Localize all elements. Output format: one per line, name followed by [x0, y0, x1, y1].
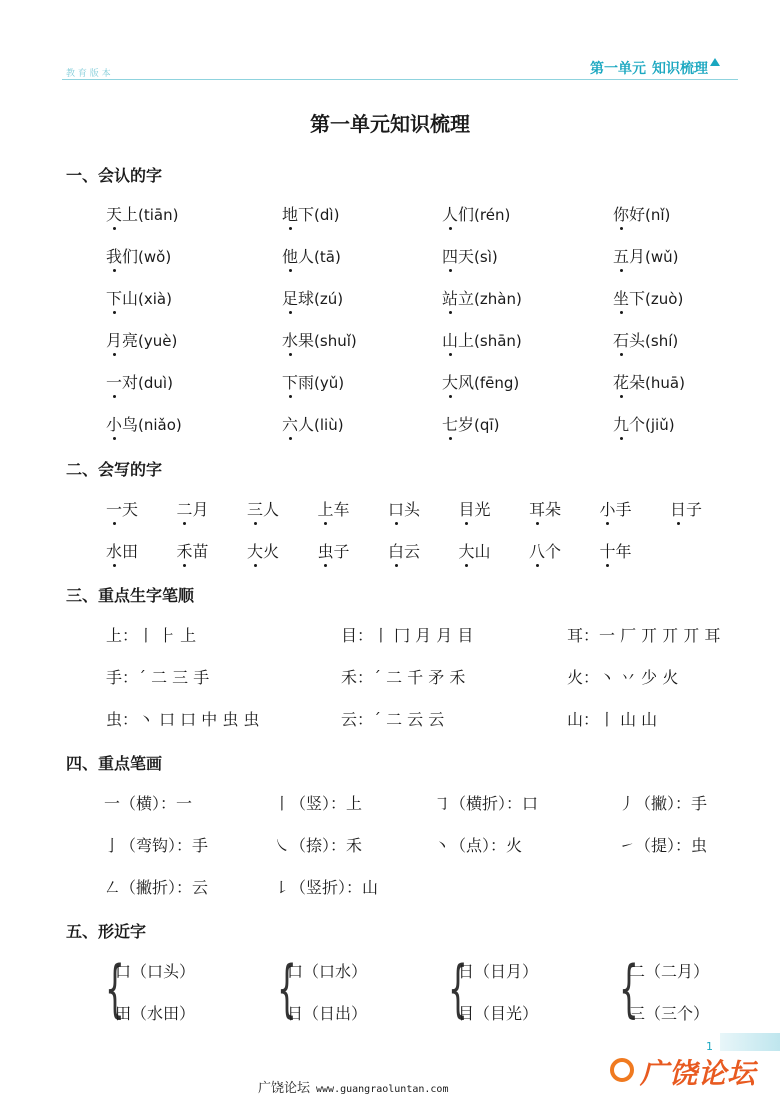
write-char: 人: [263, 500, 280, 519]
recognize-char-key: 地: [282, 202, 298, 225]
page-title: 第一单元知识梳理: [310, 112, 470, 136]
write-char: 朵: [545, 500, 562, 519]
page-band: [720, 1033, 780, 1051]
write-char: 子: [686, 500, 703, 519]
recognize-char: 上: [122, 205, 139, 224]
section-title-key-strokes: 四、重点笔画: [66, 754, 163, 773]
recognize-char: 岁: [458, 415, 475, 434]
write-char-key: 大: [247, 539, 263, 562]
write-char-key: 三: [247, 497, 263, 520]
recognize-item: [106, 328, 177, 351]
key-stroke-item: ㇆（横折）：口: [434, 794, 539, 813]
recognize-item: [106, 412, 182, 435]
recognize-char-key: 一: [106, 370, 122, 393]
write-char: 火: [263, 542, 280, 561]
recognize-item: [613, 370, 685, 393]
recognize-char: 月: [629, 247, 646, 266]
recognize-item: [106, 370, 173, 393]
similar-item: 田（水田）: [115, 1004, 196, 1023]
recognize-char-key: 坐: [613, 286, 629, 309]
recognize-item: [613, 328, 678, 351]
similar-item: 二（二月）: [629, 962, 710, 981]
write-char-key: 上: [318, 497, 334, 520]
cap-icon: [710, 58, 720, 66]
write-char: 云: [404, 542, 421, 561]
write-char: 苗: [192, 542, 209, 561]
write-char: 手: [615, 500, 632, 519]
recognize-item: [282, 412, 344, 435]
recognize-item: [282, 328, 357, 351]
write-item: [600, 497, 632, 520]
recognize-char: 头: [629, 331, 646, 350]
write-item: [600, 539, 632, 562]
key-stroke-item: 丿（撇）：手: [619, 794, 708, 813]
recognize-char-key: 四: [442, 244, 458, 267]
brace-icon: {: [277, 952, 297, 1025]
recognize-char-key: 山: [442, 328, 458, 351]
recognize-char: 下: [629, 289, 646, 308]
write-char: 田: [122, 542, 139, 561]
recognize-char-key: 大: [442, 370, 458, 393]
key-stroke-item: 丶（点）：火: [434, 836, 523, 855]
recognize-pinyin: (yuè): [138, 332, 178, 350]
recognize-item: [613, 202, 670, 225]
recognize-char-key: 七: [442, 412, 458, 435]
recognize-char-key: 五: [613, 244, 629, 267]
recognize-char-key: 石: [613, 328, 629, 351]
stroke-order-item: 云：ˊ 二 云 云: [341, 710, 445, 729]
recognize-item: [282, 244, 341, 267]
recognize-char-key: 月: [106, 328, 122, 351]
recognize-pinyin: (rén): [474, 206, 511, 224]
similar-item: 三（三个）: [629, 1004, 710, 1023]
recognize-pinyin: (zhàn): [474, 290, 522, 308]
recognize-char-key: 足: [282, 286, 298, 309]
recognize-item: [442, 370, 519, 393]
write-char: 山: [474, 542, 491, 561]
recognize-pinyin: (dì): [314, 206, 340, 224]
header-left-text: 教 育 版 本: [66, 69, 111, 79]
write-char-key: 一: [106, 497, 122, 520]
write-char: 车: [333, 500, 350, 519]
write-item: [106, 539, 138, 562]
recognize-item: [282, 286, 343, 309]
key-stroke-item: 丨（竖）：上: [274, 794, 363, 813]
recognize-pinyin: (liù): [314, 416, 344, 434]
similar-item: 目（目光）: [458, 1004, 539, 1023]
recognize-pinyin: (zuò): [645, 290, 684, 308]
write-item: [318, 497, 350, 520]
header-sub: 知识梳理: [652, 61, 708, 77]
write-char: 天: [122, 500, 139, 519]
recognize-char-key: 小: [106, 412, 122, 435]
recognize-pinyin: (duì): [138, 374, 173, 392]
recognize-item: [282, 370, 344, 393]
stroke-order-item: 手：ˊ 二 三 手: [106, 668, 210, 687]
recognize-char: 雨: [298, 373, 315, 392]
key-stroke-item: ㇀（提）：虫: [619, 836, 708, 855]
recognize-char: 人: [298, 247, 315, 266]
footer: [258, 1077, 448, 1096]
recognize-char: 朵: [629, 373, 646, 392]
section-title-recognize: 一、会认的字: [66, 166, 163, 185]
write-char-key: 小: [600, 497, 616, 520]
write-char-key: 目: [459, 497, 475, 520]
similar-item: 口（口头）: [115, 962, 196, 981]
write-char-key: 日: [670, 497, 686, 520]
key-stroke-item: ㇜（撇折）：云: [104, 878, 209, 897]
write-char-key: 八: [529, 539, 545, 562]
recognize-pinyin: (shuǐ): [314, 332, 357, 350]
write-char: 年: [615, 542, 632, 561]
write-item: [529, 497, 561, 520]
stroke-order-item: 虫：丶 口 口 中 虫 虫: [106, 710, 260, 729]
recognize-pinyin: (yǔ): [314, 374, 345, 392]
write-char: 头: [404, 500, 421, 519]
write-char-key: 二: [177, 497, 193, 520]
recognize-char-key: 下: [106, 286, 122, 309]
recognize-item: [613, 286, 683, 309]
recognize-pinyin: (niǎo): [138, 416, 182, 434]
recognize-char-key: 你: [613, 202, 629, 225]
write-char-key: 水: [106, 539, 122, 562]
header-unit: 第一单元: [590, 61, 646, 77]
recognize-char-key: 九: [613, 412, 629, 435]
recognize-pinyin: (sì): [474, 248, 498, 266]
write-char-key: 白: [388, 539, 404, 562]
recognize-char-key: 下: [282, 370, 298, 393]
recognize-pinyin: (qī): [474, 416, 500, 434]
recognize-item: [106, 286, 172, 309]
recognize-char-key: 他: [282, 244, 298, 267]
recognize-char: 球: [298, 289, 315, 308]
recognize-pinyin: (shí): [645, 332, 679, 350]
section-title-write: 二、会写的字: [66, 460, 163, 479]
recognize-item: [613, 412, 675, 435]
page-number: 1: [706, 1040, 713, 1053]
recognize-item: [442, 202, 510, 225]
footer-site: 广饶论坛: [258, 1081, 311, 1096]
write-item: [529, 539, 561, 562]
brace-icon: {: [448, 952, 468, 1025]
section-title-similar: 五、形近字: [66, 922, 147, 941]
recognize-pinyin: (shān): [474, 332, 522, 350]
recognize-pinyin: (huā): [645, 374, 685, 392]
recognize-char-key: 花: [613, 370, 629, 393]
recognize-pinyin: (zú): [314, 290, 344, 308]
recognize-pinyin: (wǒ): [138, 248, 172, 266]
recognize-pinyin: (jiǔ): [645, 416, 675, 434]
stroke-order-item: 目：丨 冂 月 月 目: [341, 626, 474, 645]
recognize-char-key: 站: [442, 286, 458, 309]
write-char: 个: [545, 542, 562, 561]
write-item: [670, 497, 702, 520]
write-char-key: 大: [459, 539, 475, 562]
logo-ring-icon: [610, 1058, 634, 1082]
write-item: [388, 497, 420, 520]
write-char: 子: [333, 542, 350, 561]
write-item: [106, 497, 138, 520]
recognize-char: 个: [629, 415, 646, 434]
recognize-char-key: 人: [442, 202, 458, 225]
recognize-char-key: 水: [282, 328, 298, 351]
write-char-key: 十: [600, 539, 616, 562]
brace-icon: {: [105, 952, 125, 1025]
recognize-item: [613, 244, 679, 267]
recognize-pinyin: (tā): [314, 248, 341, 266]
key-stroke-item: 亅（弯钩）：手: [104, 836, 209, 855]
recognize-char: 们: [458, 205, 475, 224]
recognize-char: 下: [298, 205, 315, 224]
recognize-char: 果: [298, 331, 315, 350]
stroke-order-item: 山：丨 山 山: [567, 710, 658, 729]
recognize-pinyin: (xià): [138, 290, 172, 308]
recognize-pinyin: (tiān): [138, 206, 179, 224]
recognize-char: 天: [458, 247, 475, 266]
recognize-item: [442, 328, 522, 351]
logo-text: 广饶论坛: [640, 1057, 757, 1090]
section-title-stroke-order: 三、重点生字笔顺: [66, 586, 195, 605]
stroke-order-item: 耳：一 厂 丌 丌 丌 耳: [567, 626, 721, 645]
write-char-key: 虫: [318, 539, 334, 562]
recognize-char: 风: [458, 373, 475, 392]
recognize-char-key: 我: [106, 244, 122, 267]
header-rule: [62, 79, 738, 80]
recognize-item: [282, 202, 339, 225]
recognize-char: 鸟: [122, 415, 139, 434]
recognize-item: [442, 244, 498, 267]
header-unit-label: [590, 58, 720, 78]
recognize-item: [442, 412, 499, 435]
recognize-pinyin: (wǔ): [645, 248, 679, 266]
write-item: [459, 539, 491, 562]
recognize-char: 立: [458, 289, 475, 308]
stroke-order-item: 火：丶 丷 少 火: [567, 668, 679, 687]
write-item: [247, 497, 279, 520]
key-stroke-item: 一（横）：一: [104, 794, 193, 813]
write-char: 光: [474, 500, 491, 519]
recognize-char-key: 天: [106, 202, 122, 225]
recognize-char-key: 六: [282, 412, 298, 435]
write-item: [177, 497, 209, 520]
recognize-char: 亮: [122, 331, 139, 350]
similar-item: 日（日月）: [458, 962, 539, 981]
brace-icon: {: [619, 952, 639, 1025]
recognize-char: 好: [629, 205, 646, 224]
write-item: [388, 539, 420, 562]
write-item: [177, 539, 209, 562]
write-item: [247, 539, 279, 562]
logo: [610, 1052, 780, 1092]
write-char-key: 口: [388, 497, 404, 520]
recognize-char: 人: [298, 415, 315, 434]
write-char-key: 禾: [177, 539, 193, 562]
write-char-key: 耳: [529, 497, 545, 520]
recognize-char: 山: [122, 289, 139, 308]
write-char: 月: [192, 500, 209, 519]
key-stroke-item: ㇏（捺）：禾: [274, 836, 363, 855]
recognize-item: [106, 244, 171, 267]
write-item: [459, 497, 491, 520]
recognize-item: [106, 202, 178, 225]
recognize-char: 上: [458, 331, 475, 350]
footer-url: www.guangraoluntan.com: [316, 1084, 449, 1095]
recognize-pinyin: (nǐ): [645, 206, 671, 224]
recognize-pinyin: (fēng): [474, 374, 520, 392]
key-stroke-item: ㇙（竖折）：山: [274, 878, 379, 897]
similar-item: 日（日出）: [287, 1004, 368, 1023]
recognize-item: [442, 286, 522, 309]
stroke-order-item: 上：丨 ⺊ 上: [106, 626, 197, 645]
write-item: [318, 539, 350, 562]
similar-item: 口（口水）: [287, 962, 368, 981]
stroke-order-item: 禾：ˊ 二 千 矛 禾: [341, 668, 466, 687]
recognize-char: 们: [122, 247, 139, 266]
recognize-char: 对: [122, 373, 139, 392]
